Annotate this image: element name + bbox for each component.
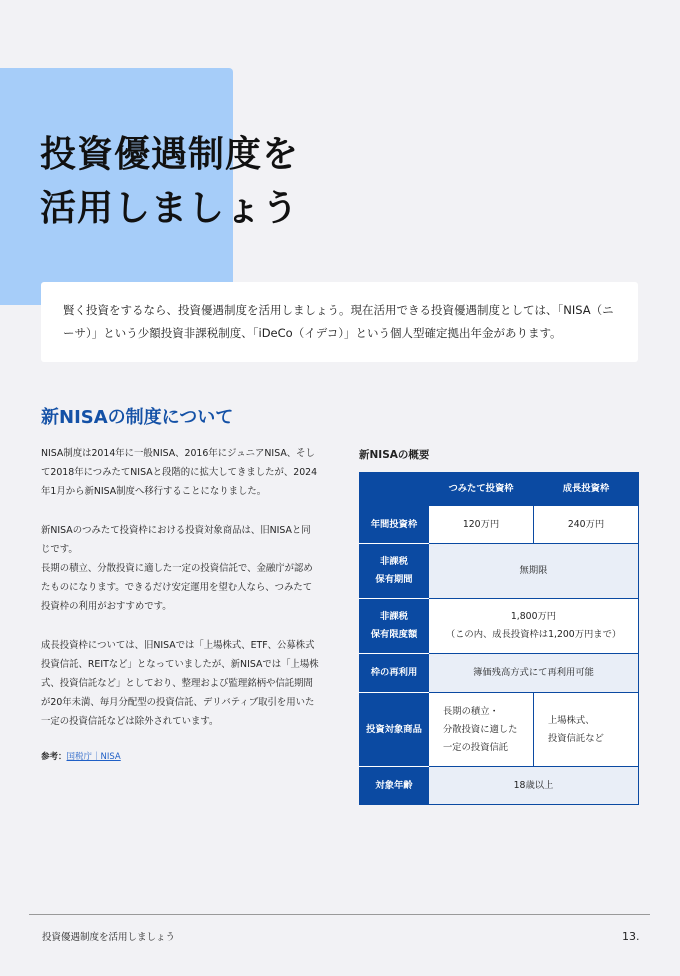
footer-divider	[29, 914, 650, 915]
table-row-age	[360, 767, 639, 805]
table-row-limit	[360, 599, 639, 654]
footer-title: 投資優遇制度を活用しましょう	[42, 932, 176, 943]
header-tsumitate: つみたて投資枠	[429, 473, 534, 506]
header-growth: 成長投資枠	[534, 473, 639, 506]
page-number: 13.	[622, 930, 640, 943]
row-label-products: 投資対象商品	[360, 693, 429, 767]
cell-annual-growth: 240万円	[534, 506, 639, 544]
cell-products-growth: 上場株式、 投資信託など	[534, 693, 639, 767]
row-label-reuse: 枠の再利用	[360, 654, 429, 693]
table-row-reuse	[360, 654, 639, 693]
cell-period: 無期限	[429, 544, 639, 599]
table-header-row	[360, 473, 639, 506]
table-row-products	[360, 693, 639, 767]
table-row-annual	[360, 506, 639, 544]
section-heading: 新NISAの制度について	[41, 407, 234, 428]
row-label-limit: 非課税 保有限度額	[360, 599, 429, 654]
body-text-column	[41, 445, 319, 764]
page-title: 投資優遇制度を 活用しましょう	[40, 134, 300, 229]
row-label-period: 非課税 保有期間	[360, 544, 429, 599]
intro-text: 賢く投資をするなら、投資優遇制度を活用しましょう。現在活用できる投資優遇制度としては、「NISA（ニーサ）」という少額投資非課税制度、「iDeCo（イデコ）」という個人型確定拠出年金があります。	[63, 303, 614, 340]
paragraph-history: NISA制度は2014年に一般NISA、2016年にジュニアNISA、そして2018年につみたてNISAと段階的に拡大してきましたが、2024年1月から新NISA制度へ移行することになりました。	[41, 448, 318, 497]
reference	[41, 750, 319, 764]
reference-label: 参考：	[41, 752, 67, 763]
table-row-period	[360, 544, 639, 599]
table-caption: 新NISAの概要	[359, 449, 430, 461]
reference-link[interactable]: 国税庁｜NISA	[66, 752, 121, 763]
paragraph-growth: 成長投資枠については、旧NISAでは「上場株式、ETF、公募株式投資信託、REITなど」となっていましたが、新NISAでは「上場株式、投資信託など」としており、整理および監理銘柄や信託期間が20年未満、毎月分配型の投資信託、デリバティブ取引を用いた一定の投資信託などは除外されています。	[41, 640, 319, 727]
row-label-age: 対象年齢	[360, 767, 429, 805]
row-label-annual: 年間投資枠	[360, 506, 429, 544]
cell-products-tsumitate: 長期の積立・ 分散投資に適した 一定の投資信託	[429, 693, 534, 767]
paragraph-tsumitate: 新NISAのつみたて投資枠における投資対象商品は、旧NISAと同じです。 長期の積立、分散投資に適した一定の投資信託で、金融庁が認めたものになります。できるだけ安定運用を望む人なら、つみたて投資枠の利用がおすすめです。	[41, 525, 313, 612]
nisa-overview-table	[359, 472, 639, 805]
cell-annual-tsumitate: 120万円	[429, 506, 534, 544]
header-corner	[360, 473, 429, 506]
intro-box	[41, 282, 638, 362]
cell-age: 18歳以上	[429, 767, 639, 805]
cell-reuse: 簿価残高方式にて再利用可能	[429, 654, 639, 693]
cell-limit: 1,800万円 （この内、成長投資枠は1,200万円まで）	[429, 599, 639, 654]
